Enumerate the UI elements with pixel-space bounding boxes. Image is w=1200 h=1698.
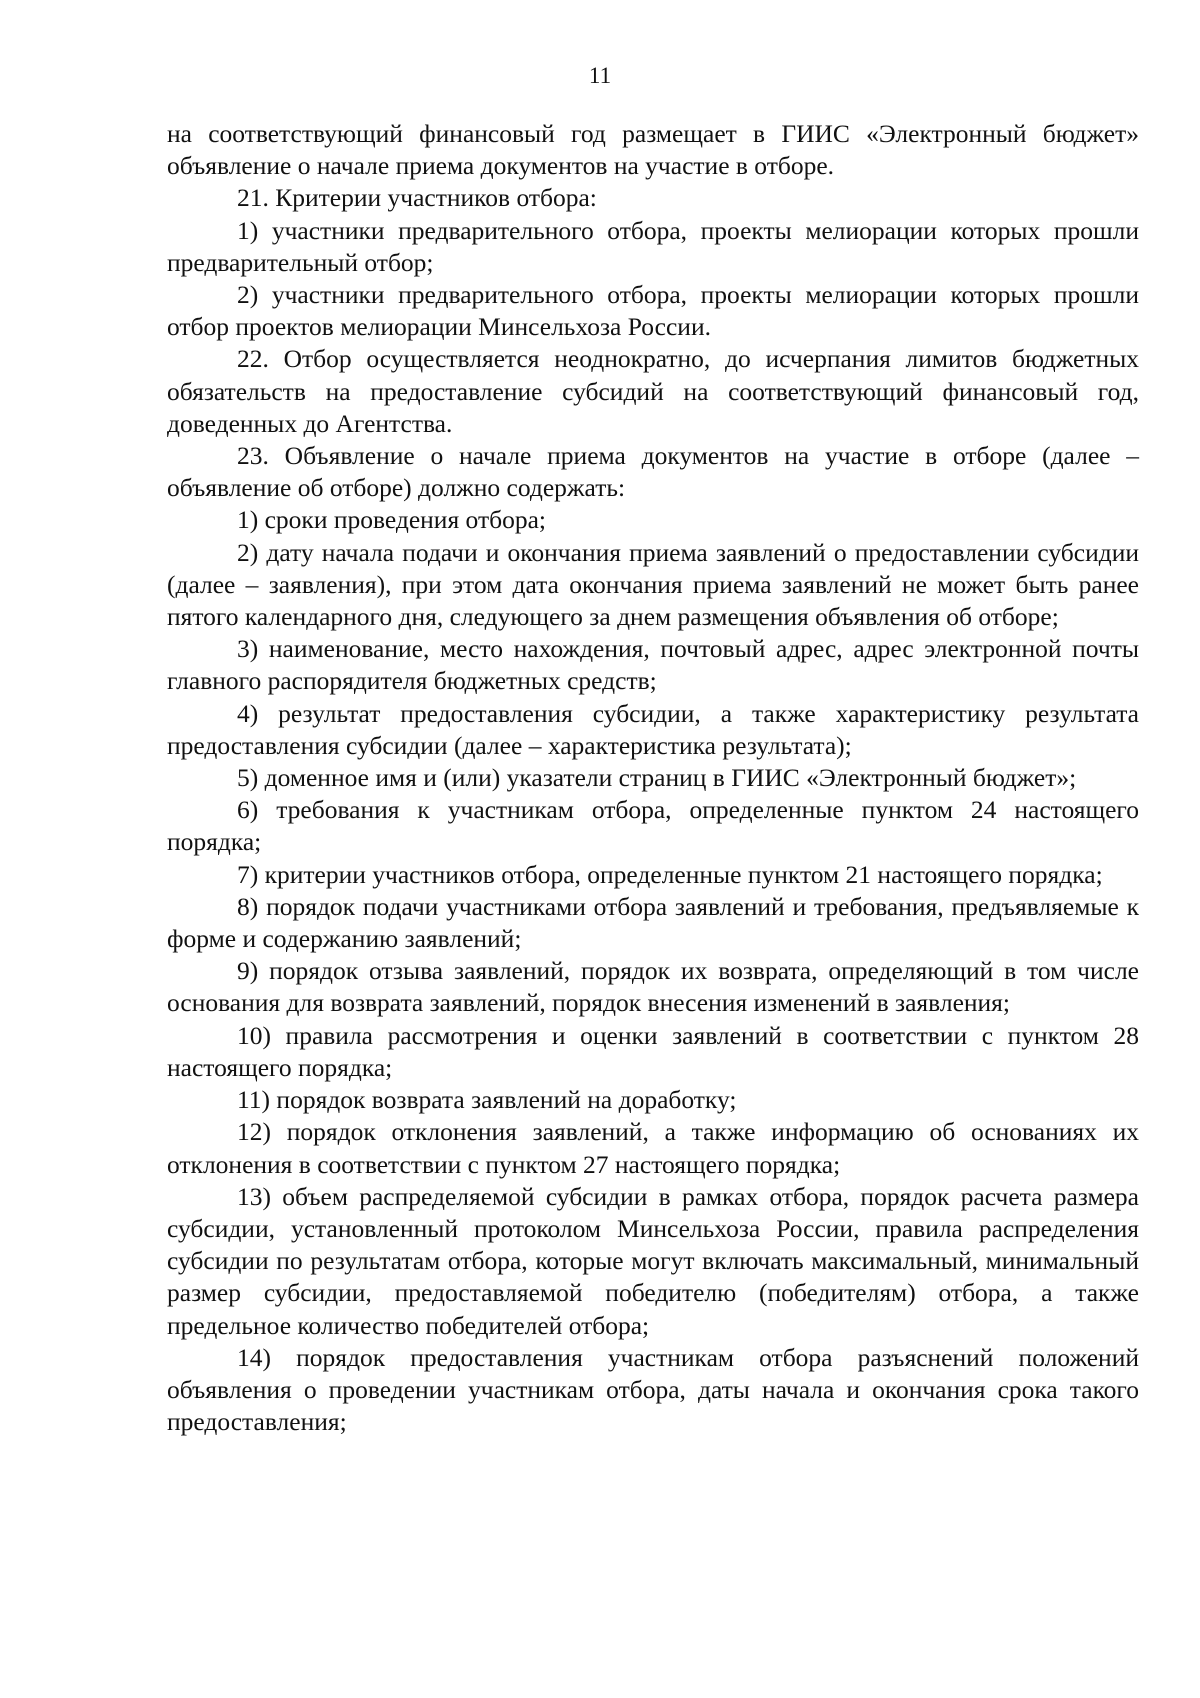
paragraph: на соответствующий финансовый год размещает в ГИИС «Электронный бюджет» объявление о начале приема документов на участие в отборе. xyxy=(167,119,1139,181)
paragraph: 7) критерии участников отбора, определенные пунктом 21 настоящего порядка; xyxy=(237,859,1103,889)
document-body xyxy=(167,118,1139,1438)
paragraph: 9) порядок отзыва заявлений, порядок их возврата, определяющий в том числе основания для возврата заявлений, порядок внесения изменений в заявления; xyxy=(167,956,1139,1018)
paragraph: 11) порядок возврата заявлений на доработку; xyxy=(237,1085,737,1115)
paragraph: 10) правила рассмотрения и оценки заявлений в соответствии с пунктом 28 настоящего порядка; xyxy=(167,1020,1139,1082)
paragraph: 8) порядок подачи участниками отбора заявлений и требования, предъявляемые к форме и содержанию заявлений; xyxy=(167,891,1139,954)
paragraph: 23. Объявление о начале приема документов на участие в отборе (далее – объявление об отборе) должно содержать: xyxy=(167,441,1139,503)
paragraph: 5) доменное имя и (или) указатели страниц в ГИИС «Электронный бюджет»; xyxy=(237,763,1077,793)
paragraph: 14) порядок предоставления участникам отбора разъяснений положений объявления о проведении участникам отбора, даты начала и окончания срока такого предоставления; xyxy=(167,1342,1139,1437)
paragraph: 3) наименование, место нахождения, почтовый адрес, адрес электронной почты главного распорядителя бюджетных средств; xyxy=(167,634,1139,696)
paragraph: 22. Отбор осуществляется неоднократно, до исчерпания лимитов бюджетных обязательств на предоставление субсидий на соответствующий финансовый год, доведенных до Агентства. xyxy=(167,344,1139,438)
paragraph: 12) порядок отклонения заявлений, а также информацию об основаниях их отклонения в соответствии с пунктом 27 настоящего порядка; xyxy=(167,1117,1139,1179)
paragraph: 2) дату начала подачи и окончания приема заявлений о предоставлении субсидии (далее – заявления), при этом дата окончания приема заявлений не может быть ранее пятого календарного дня, следующего за днем размещения объявления об отборе; xyxy=(167,537,1139,632)
paragraph: 21. Критерии участников отбора: xyxy=(237,183,597,213)
paragraph: 13) объем распределяемой субсидии в рамках отбора, порядок расчета размера субсидии, установленный протоколом Минсельхоза России, правила распределения субсидии по результатам отбора, которые могут включать максимальный, минимальный размер субсидии, предоставляемой победителю (победителям) отбора, а также предельное количество победителей отбора; xyxy=(167,1181,1139,1340)
paragraph: 4) результат предоставления субсидии, а также характеристику результата предоставления субсидии (далее – характеристика результата); xyxy=(167,698,1139,760)
page-number: 11 xyxy=(588,63,612,88)
paragraph: 1) участники предварительного отбора, проекты мелиорации которых прошли предварительный отбор; xyxy=(167,215,1139,277)
paragraph: 1) сроки проведения отбора; xyxy=(237,505,546,535)
paragraph: 2) участники предварительного отбора, проекты мелиорации которых прошли отбор проектов мелиорации Минсельхоза России. xyxy=(167,280,1139,342)
paragraph: 6) требования к участникам отбора, определенные пунктом 24 настоящего порядка; xyxy=(167,795,1139,857)
